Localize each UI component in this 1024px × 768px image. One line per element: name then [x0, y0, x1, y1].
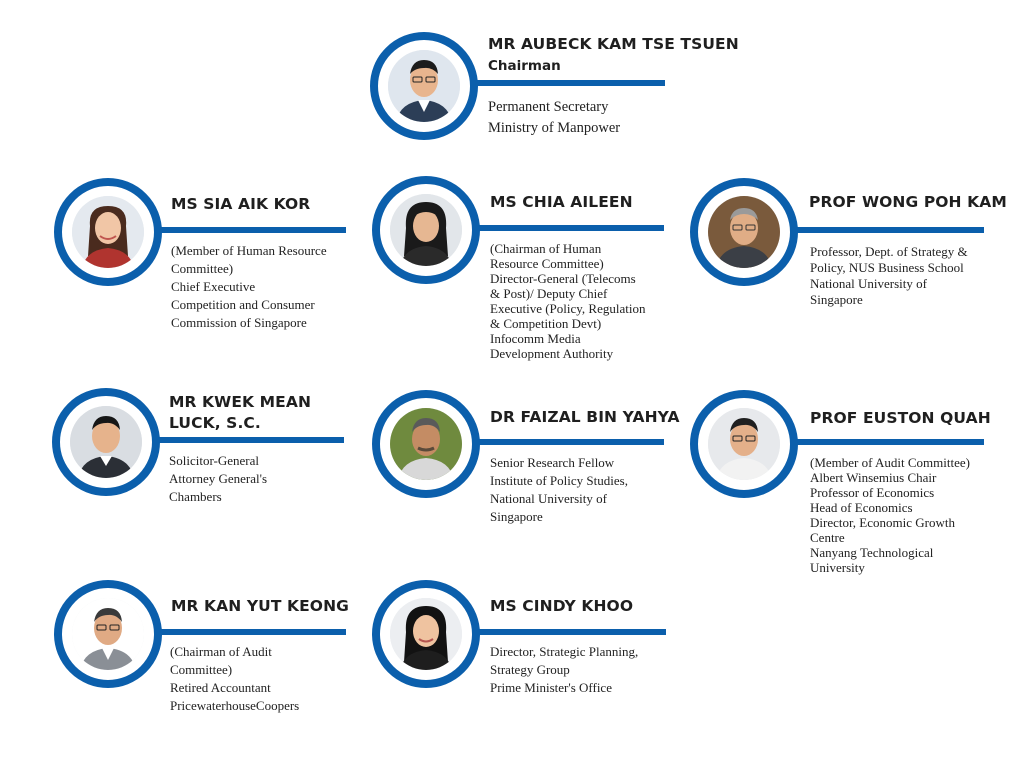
member-description: Director, Strategic Planning, Strategy Group Prime Minister's Office [490, 644, 639, 695]
member-description: Professor, Dept. of Strategy & Policy, NUS Business School National University of Singapore [810, 244, 968, 307]
member-name: DR FAIZAL BIN YAHYA [490, 408, 680, 426]
member-description: (Member of Audit Committee) Albert Winsemius Chair Professor of Economics Head of Economics Director, Economic Growth Centre Nanyang Technological University [810, 455, 970, 575]
portrait-photo [70, 406, 142, 478]
portrait-photo [390, 408, 462, 480]
member-name: MS CHIA AILEEN [490, 193, 633, 211]
member-description: Senior Research Fellow Institute of Policy Studies, National University of Singapore [490, 455, 628, 524]
portrait-photo [708, 196, 780, 268]
member-description: Solicitor-General Attorney General's Chambers [169, 453, 268, 504]
member-name: MR KWEK MEAN LUCK, S.C. [169, 393, 312, 432]
portrait-ring [690, 178, 798, 286]
portrait-ring [370, 32, 478, 140]
portrait-photo [708, 408, 780, 480]
member-role: Chairman [488, 58, 561, 74]
portrait-ring [690, 390, 798, 498]
member-description: (Chairman of Human Resource Committee) Director-General (Telecoms & Post)/ Deputy Chief Executive (Policy, Regulation & Competition Devt) Infocomm Media Development Authority [490, 241, 646, 361]
member-name: MS SIA AIK KOR [171, 195, 311, 213]
portrait-ring [54, 580, 162, 688]
portrait-ring [52, 388, 160, 496]
portrait-photo [72, 196, 144, 268]
accent-bar [472, 629, 666, 635]
member-name: MR AUBECK KAM TSE TSUEN [488, 35, 739, 53]
portrait-ring [372, 390, 480, 498]
portrait-photo [388, 50, 460, 122]
portrait-ring [372, 580, 480, 688]
accent-bar [152, 437, 344, 443]
portrait-photo [72, 598, 144, 670]
accent-bar [154, 227, 346, 233]
member-name: MR KAN YUT KEONG [171, 597, 349, 615]
accent-bar [472, 439, 664, 445]
member-description: Permanent Secretary Ministry of Manpower [488, 99, 621, 136]
accent-bar [472, 225, 664, 231]
portrait-photo [390, 598, 462, 670]
accent-bar [470, 80, 665, 86]
portrait-ring [372, 176, 480, 284]
accent-bar [790, 227, 984, 233]
accent-bar [154, 629, 346, 635]
member-description: (Member of Human Resource Committee) Chief Executive Competition and Consumer Commission of Singapore [171, 243, 327, 330]
portrait-ring [54, 178, 162, 286]
member-name: PROF WONG POH KAM [809, 193, 1007, 211]
member-description: (Chairman of Audit Committee) Retired Accountant PricewaterhouseCoopers [170, 644, 300, 713]
accent-bar [790, 439, 984, 445]
member-name: MS CINDY KHOO [490, 597, 634, 615]
portrait-photo [390, 194, 462, 266]
member-name: PROF EUSTON QUAH [810, 409, 991, 427]
